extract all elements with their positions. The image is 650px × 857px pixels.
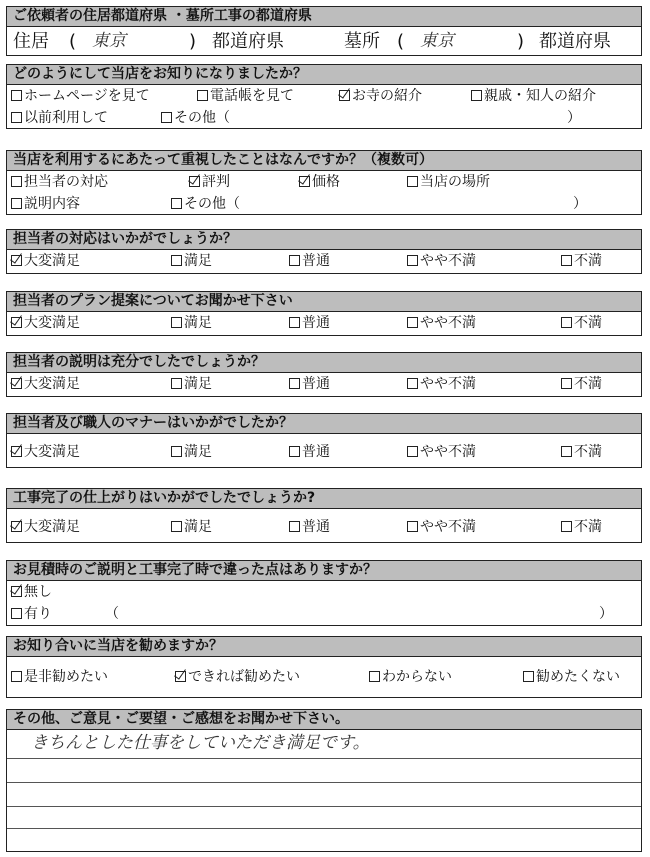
q1-option-other[interactable]: その他（ — [161, 110, 230, 126]
q10-answer[interactable]: きちんとした仕事をしていただき満足です。 — [31, 733, 370, 753]
home-value[interactable]: 東京 — [92, 31, 126, 51]
home-close-paren: ) — [189, 31, 197, 52]
checkbox-checked[interactable] — [299, 176, 310, 187]
checkbox[interactable] — [11, 112, 22, 123]
q2-option-location[interactable]: 当店の場所 — [407, 174, 490, 190]
checkbox[interactable] — [11, 671, 22, 682]
checkbox[interactable] — [171, 378, 182, 389]
q2-option-staff[interactable]: 担当者の対応 — [11, 174, 108, 190]
q8-option-none[interactable]: 無し — [11, 584, 52, 600]
checkbox[interactable] — [161, 112, 172, 123]
q2-option-reputation[interactable]: 評判 — [189, 174, 230, 190]
grave-label: 墓所 — [344, 31, 380, 52]
answer-line — [7, 758, 641, 759]
q3-satisfied[interactable]: 満足 — [171, 253, 212, 269]
q3-section — [6, 229, 642, 274]
q2-section — [6, 150, 642, 215]
home-label: 住居 — [13, 31, 49, 52]
q6-satisfied[interactable]: 満足 — [171, 444, 212, 460]
checkbox-checked[interactable] — [11, 521, 22, 532]
q1-option-temple[interactable]: お寺の紹介 — [339, 88, 422, 104]
q7-satisfied[interactable]: 満足 — [171, 519, 212, 535]
checkbox-checked[interactable] — [11, 317, 22, 328]
checkbox[interactable] — [171, 446, 182, 457]
checkbox[interactable] — [407, 521, 418, 532]
q6-somewhat-dissatisfied[interactable]: やや不満 — [407, 444, 476, 460]
q1-section — [6, 64, 642, 129]
home-open-paren: ( — [69, 31, 77, 52]
q1-other-close-paren: ） — [567, 110, 581, 126]
q8-option-yes[interactable]: 有り — [11, 606, 52, 622]
q4-somewhat-dissatisfied[interactable]: やや不満 — [407, 315, 476, 331]
checkbox[interactable] — [561, 255, 572, 266]
q2-option-explanation[interactable]: 説明内容 — [11, 196, 80, 212]
q1-option-previous[interactable]: 以前利用して — [11, 110, 108, 126]
q4-section — [6, 291, 642, 336]
q7-very-satisfied[interactable]: 大変満足 — [11, 519, 80, 535]
q3-title: 担当者の対応はいかがでしょうか？ — [7, 230, 641, 250]
q6-neutral[interactable]: 普通 — [289, 444, 330, 460]
q1-option-relatives[interactable]: 親戚・知人の紹介 — [471, 88, 596, 104]
q5-dissatisfied[interactable]: 不満 — [561, 376, 602, 392]
q1-title: どのようにして当店をお知りになりましたか？ — [7, 65, 641, 85]
checkbox[interactable] — [171, 255, 182, 266]
residence-section — [6, 6, 642, 56]
q7-neutral[interactable]: 普通 — [289, 519, 330, 535]
checkbox-checked[interactable] — [11, 446, 22, 457]
q10-title: その他、ご意見・ご要望・ご感想をお聞かせ下さい。 — [7, 710, 641, 730]
checkbox[interactable] — [369, 671, 380, 682]
grave-open-paren: ( — [397, 31, 405, 52]
q7-dissatisfied[interactable]: 不満 — [561, 519, 602, 535]
answer-line — [7, 806, 641, 807]
q5-very-satisfied[interactable]: 大変満足 — [11, 376, 80, 392]
q6-title: 担当者及び職人のマナーはいかがでしたか？ — [7, 414, 641, 434]
q10-section — [6, 709, 642, 852]
q3-dissatisfied[interactable]: 不満 — [561, 253, 602, 269]
q5-title: 担当者の説明は充分でしたでしょうか？ — [7, 353, 641, 373]
checkbox[interactable] — [11, 608, 22, 619]
checkbox[interactable] — [289, 255, 300, 266]
checkbox[interactable] — [171, 198, 182, 209]
q4-title: 担当者のプラン提案についてお聞かせ下さい — [7, 292, 641, 312]
checkbox[interactable] — [561, 317, 572, 328]
q2-other-close-paren: ） — [573, 196, 587, 212]
q2-title: 当店を利用するにあたって重視したことはなんですか？（複数可） — [7, 151, 641, 171]
checkbox[interactable] — [11, 90, 22, 101]
answer-line — [7, 782, 641, 783]
q5-somewhat-dissatisfied[interactable]: やや不満 — [407, 376, 476, 392]
checkbox-checked[interactable] — [189, 176, 200, 187]
q6-very-satisfied[interactable]: 大変満足 — [11, 444, 80, 460]
q4-very-satisfied[interactable]: 大変満足 — [11, 315, 80, 331]
answer-line — [7, 828, 641, 829]
checkbox[interactable] — [471, 90, 482, 101]
checkbox[interactable] — [11, 176, 22, 187]
q2-option-other[interactable]: その他（ — [171, 196, 240, 212]
home-pref-suffix: 都道府県 — [212, 31, 284, 52]
checkbox-checked[interactable] — [11, 586, 22, 597]
q4-dissatisfied[interactable]: 不満 — [561, 315, 602, 331]
q9-section — [6, 636, 642, 698]
checkbox-checked[interactable] — [175, 671, 186, 682]
q8-title: お見積時のご説明と工事完了時で違った点はありますか？ — [7, 561, 641, 581]
q2-option-price[interactable]: 価格 — [299, 174, 340, 190]
q4-satisfied[interactable]: 満足 — [171, 315, 212, 331]
q8-open-paren: （ — [105, 606, 119, 622]
q9-title: お知り合いに当店を勧めますか？ — [7, 637, 641, 657]
checkbox[interactable] — [407, 378, 418, 389]
q7-somewhat-dissatisfied[interactable]: やや不満 — [407, 519, 476, 535]
checkbox[interactable] — [171, 521, 182, 532]
q7-title: 工事完了の仕上がりはいかがでしたでしょうか? — [7, 489, 641, 509]
q9-option-if-possible[interactable]: できれば勧めたい — [175, 669, 300, 685]
residence-header: ご依頼者の住居都道府県 ・墓所工事の都道府県 — [7, 7, 641, 27]
checkbox[interactable] — [561, 446, 572, 457]
checkbox[interactable] — [407, 446, 418, 457]
q5-section — [6, 352, 642, 397]
checkbox[interactable] — [289, 446, 300, 457]
checkbox[interactable] — [171, 317, 182, 328]
checkbox[interactable] — [289, 521, 300, 532]
q5-satisfied[interactable]: 満足 — [171, 376, 212, 392]
checkbox-checked[interactable] — [339, 90, 350, 101]
q8-section — [6, 560, 642, 626]
q9-option-unsure[interactable]: わからない — [369, 669, 452, 685]
q3-neutral[interactable]: 普通 — [289, 253, 330, 269]
checkbox-checked[interactable] — [11, 255, 22, 266]
q7-section — [6, 488, 642, 543]
q3-somewhat-dissatisfied[interactable]: やや不満 — [407, 253, 476, 269]
q3-very-satisfied[interactable]: 大変満足 — [11, 253, 80, 269]
checkbox[interactable] — [407, 255, 418, 266]
q1-option-phonebook[interactable]: 電話帳を見て — [197, 88, 294, 104]
q9-option-definitely[interactable]: 是非勧めたい — [11, 669, 108, 685]
q9-option-no[interactable]: 勧めたくない — [523, 669, 620, 685]
checkbox[interactable] — [289, 317, 300, 328]
checkbox-checked[interactable] — [11, 378, 22, 389]
checkbox[interactable] — [197, 90, 208, 101]
checkbox[interactable] — [407, 317, 418, 328]
q5-neutral[interactable]: 普通 — [289, 376, 330, 392]
checkbox[interactable] — [561, 378, 572, 389]
checkbox[interactable] — [561, 521, 572, 532]
q8-close-paren: ） — [599, 606, 613, 622]
q4-neutral[interactable]: 普通 — [289, 315, 330, 331]
q6-section — [6, 413, 642, 468]
checkbox[interactable] — [407, 176, 418, 187]
checkbox[interactable] — [289, 378, 300, 389]
q1-option-homepage[interactable]: ホームページを見て — [11, 88, 150, 104]
checkbox[interactable] — [11, 198, 22, 209]
checkbox[interactable] — [523, 671, 534, 682]
q6-dissatisfied[interactable]: 不満 — [561, 444, 602, 460]
grave-pref-suffix: 都道府県 — [539, 31, 611, 52]
grave-value[interactable]: 東京 — [420, 31, 454, 51]
grave-close-paren: ) — [517, 31, 525, 52]
